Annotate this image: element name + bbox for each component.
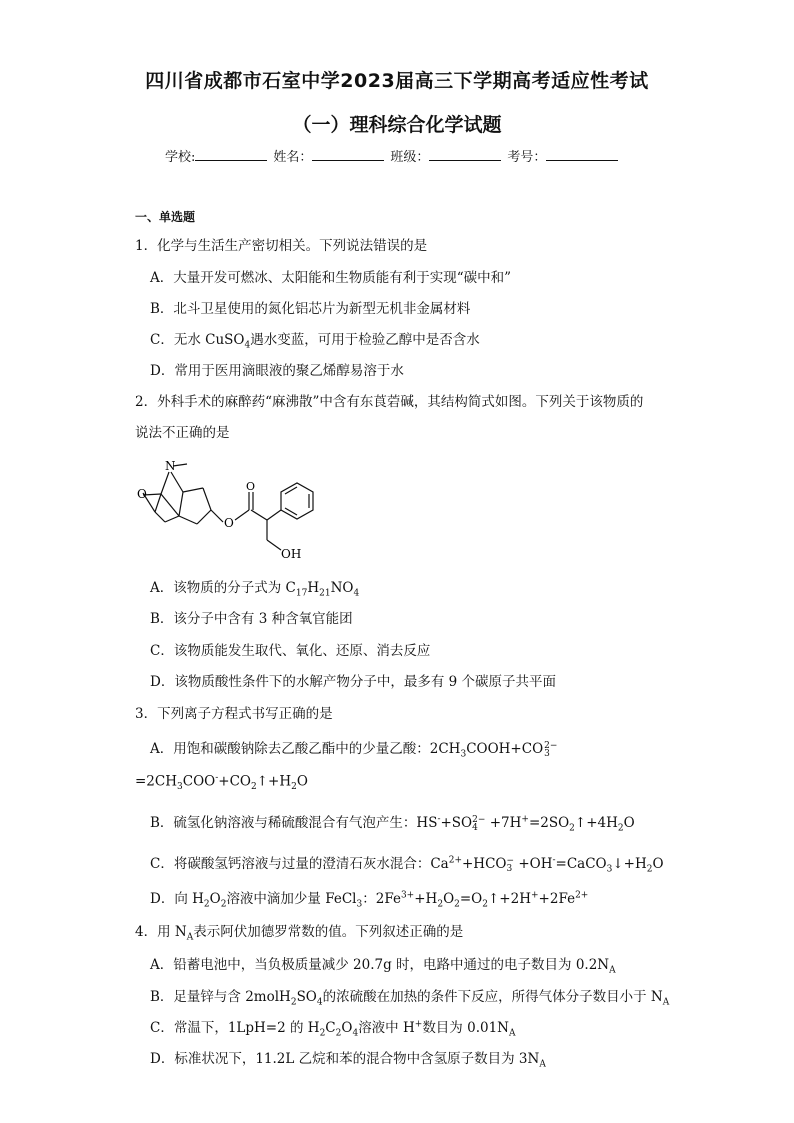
q2-option-b: B．该分子中含有 3 种含氧官能团 xyxy=(150,611,353,627)
school-blank xyxy=(195,146,267,161)
q3-option-a-line2: $=2CH_3COO^-+CO_2↑+H_2O$ xyxy=(135,773,308,793)
school-label: 学校: xyxy=(165,150,196,165)
q3-stem: 3．下列离子方程式书写正确的是 xyxy=(135,706,333,722)
q1-option-d: D．常用于医用滴眼液的聚乙烯醇易溶于水 xyxy=(150,363,404,379)
page-title: 四川省成都市石室中学2023届高三下学期高考适应性考试 xyxy=(145,70,649,92)
molecule-structure xyxy=(135,450,335,570)
q1-option-a: A．大量开发可燃冰、太阳能和生物质能有利于实现“碳中和” xyxy=(150,270,512,286)
q3-option-b: B．硫氢化钠溶液与稀硫酸混合有气泡产生：HS-+SO 2− 4 $+7H^+=2SO_2↑+4H_2O$ xyxy=(150,814,635,834)
section-title: 一、单选题 xyxy=(135,210,196,224)
mol-carbonyl-o-label: O xyxy=(246,480,256,493)
name-blank xyxy=(312,146,384,161)
q2-option-d: D．该物质酸性条件下的水解产物分子中，最多有 9 个碳原子共平面 xyxy=(150,674,556,690)
mol-oh-label: OH xyxy=(281,547,302,561)
q2-stem-line1: 2．外科手术的麻醉药“麻沸散”中含有东莨菪碱，其结构简式如图。下列关于该物质的 xyxy=(135,394,644,410)
q2-option-c: C．该物质能发生取代、氧化、还原、消去反应 xyxy=(150,643,431,659)
exam-no-label: 考号： xyxy=(507,150,547,165)
name-label: 姓名： xyxy=(273,150,313,165)
student-info-row xyxy=(165,146,624,165)
q3-option-c: C．将碳酸氢钙溶液与过量的澄清石灰水混合：$Ca^{2+}+HCO$ − 3 $+OH^-=CaCO_3↓+H_2O$ xyxy=(150,855,664,875)
q1-option-b: B．北斗卫星使用的氮化铝芯片为新型无机非金属材料 xyxy=(150,301,471,317)
q4-option-c: C．常温下，1LpH=2 的 $H_2C_2O_4$溶液中 H+数目为 $0.01N_A$ xyxy=(150,1019,516,1039)
page-subtitle: （一）理科综合化学试题 xyxy=(292,114,502,136)
q1-option-c: C．无水 CuSO$_4$遇水变蓝，可用于检验乙醇中是否含水 xyxy=(150,332,480,351)
mol-epoxide-o-label: O xyxy=(137,487,147,501)
q4-option-d: D．标准状况下，11.2L 乙烷和苯的混合物中含氢原子数目为 $3N_A$ xyxy=(150,1051,546,1070)
q4-option-b: B．足量锌与含 $2molH_2SO_4$的浓硫酸在加热的条件下反应，所得气体分子数目小于 $N_A$ xyxy=(150,989,670,1008)
class-blank xyxy=(429,146,501,161)
q3-option-a-line1: A．用饱和碳酸钠除去乙酸乙酯中的少量乙酸：$2CH_3COOH+CO$ 2− 3 xyxy=(150,740,558,760)
mol-ester-o-label: O xyxy=(224,516,234,530)
q2-stem-line2: 说法不正确的是 xyxy=(135,425,230,441)
exam-no-blank xyxy=(546,146,618,161)
mol-n-label: N xyxy=(165,459,176,473)
q4-option-a: A．铅蓄电池中，当负极质量减少 20.7g 时，电路中通过的电子数目为 $0.2N_A$ xyxy=(150,957,616,976)
q2-option-a: A．该物质的分子式为 $C_{17}H_{21}NO_4$ xyxy=(150,580,360,599)
q3-option-d: D．向 $H_2O_2$溶液中滴加少量 FeCl$_3$：$2Fe^{3+}+H_2O_2=O_2↑+2H^++2Fe^{2+}$ xyxy=(150,890,589,910)
class-label: 班级： xyxy=(390,150,430,165)
q4-stem: 4．用 $N_A$表示阿伏加德罗常数的值。下列叙述正确的是 xyxy=(135,924,464,943)
q1-stem: 1．化学与生活生产密切相关。下列说法错误的是 xyxy=(135,238,428,254)
